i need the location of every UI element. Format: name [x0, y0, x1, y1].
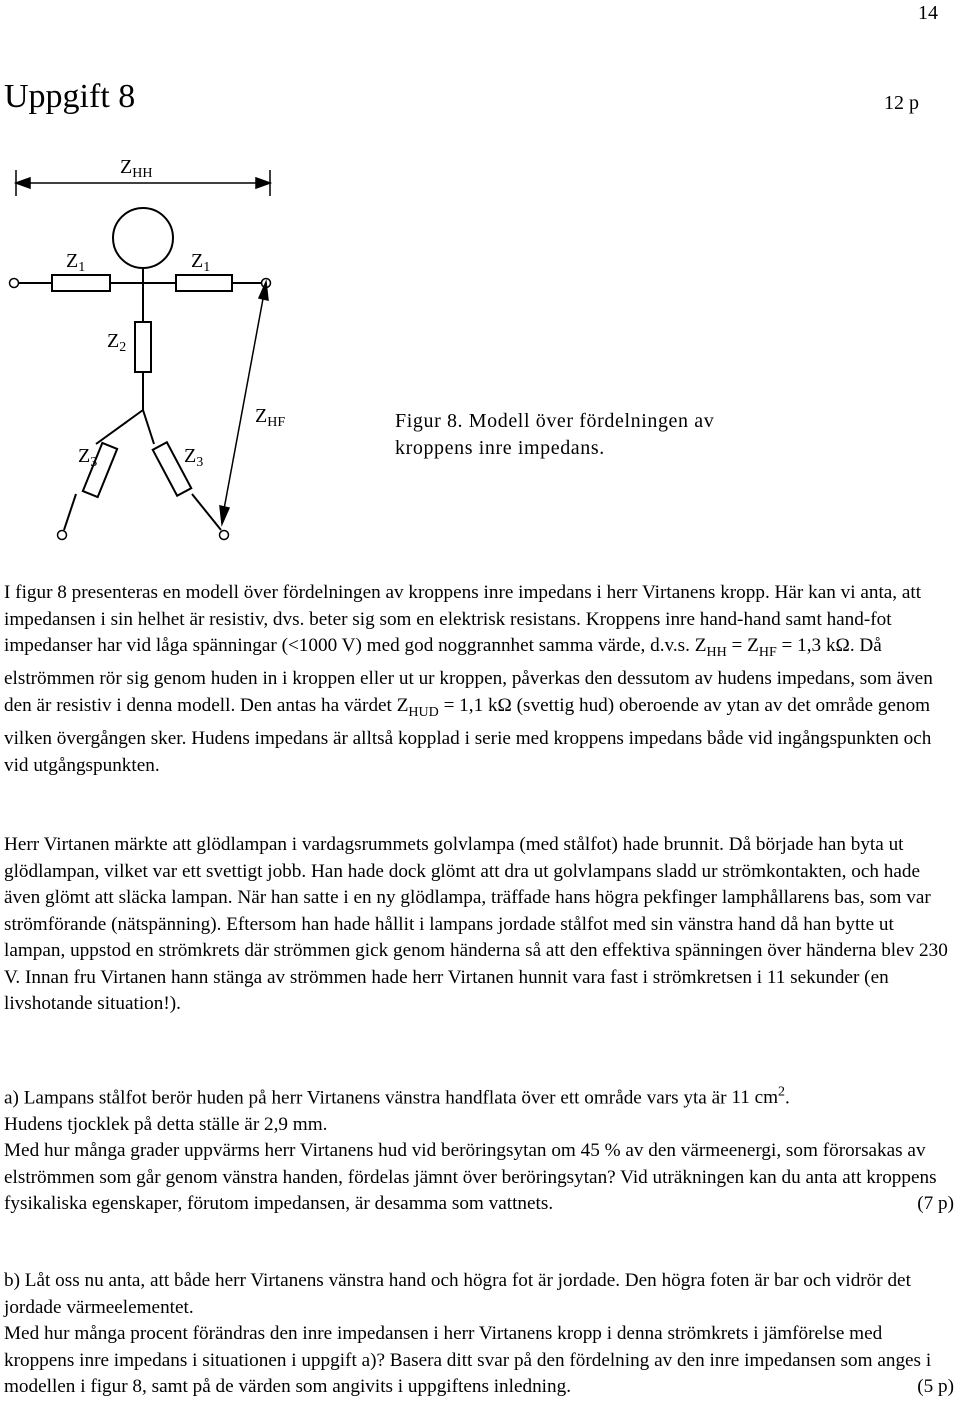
question-b-line1: b) Låt oss nu anta, att både herr Virtanens vänstra hand och högra fot är jordade. Den högra foten är bar och vidrör det jordade värmeelementet. [4, 1270, 911, 1318]
body-impedance-figure [0, 140, 960, 560]
question-a-line1: a) Lampans stålfot berör huden på herr Virtanens vänstra handflata över ett område vars yta är [4, 1087, 727, 1109]
equation-zhh-zhf: $Z_{HH} = Z_{HF} = 1,3$ kΩ [694, 635, 850, 660]
z1-left-label: $Z_1$ [66, 250, 86, 275]
torso-wires [18, 268, 263, 530]
question-b-body: Med hur många procent förändras den inre impedansen i herr Virtanens kropp i denna strömkrets i jämförelse med kroppens inre impedans i situationen i uppgift a)? Basera ditt svar på den fördelning av den inre impedansen som anges i modellen i figur 8, samt på de värden som angivits i uppgiftens inledning. [4, 1323, 932, 1397]
left-hand-terminal [10, 279, 19, 288]
z3-right-label: $Z_3$ [184, 445, 204, 470]
story-paragraph [4, 832, 954, 1018]
question-a-line2: Hudens tjocklek på detta ställe är 2,9 mm. [4, 1113, 328, 1135]
left-foot-terminal [58, 531, 67, 540]
figure-caption [395, 408, 714, 462]
task-title: Uppgift 8 [4, 78, 136, 115]
z3-left-label: $Z_3$ [78, 445, 98, 470]
zhf-arrow [220, 282, 268, 524]
caption-line-1: Figur 8. Modell över fördelningen av [395, 410, 715, 432]
question-b [4, 1268, 954, 1401]
z1-left-resistor [52, 275, 110, 291]
story-text: Herr Virtanen märkte att glödlampan i vardagsrummets golvlampa (med stålfot) hade brunnit. Då började han byta ut glödlampan, vilket var ett svettigt jobb. Han hade dock glömt att dra ut golvlampans sladd ur strömkontakten, och hade även glömt att släcka lampan. När han satte i en ny glödlampa, träffade hans högra pekfinger lamphållarens bas, som var strömförande (nätspänning). Eftersom han hade hållit i lampans jordade stålfot med sin vänstra hand då han bytte ut lampan, uppstod en strömkrets där strömmen gick genom händerna så att den effektiva spänningen över händerna blev 230 V. Innan fru Virtanen hann stänga av strömmen hade herr Virtanen hunnit vara fast i strömkretsen i 11 sekunder (en livshotande situation!). [4, 834, 948, 1014]
question-a-area: 11 $cm^2$ [731, 1085, 786, 1109]
z1-right-resistor [176, 275, 232, 291]
page-number: 14 [918, 2, 938, 24]
question-a-points: (7 p) [917, 1193, 954, 1215]
intro-text-a: I figur 8 presenteras en modell över fördelningen av kroppens inre impedans i herr Virtanens kropp. Här kan vi anta, att impedansen i sin helhet är resistiv, dvs. beter sig som en elektrisk resistans. Kroppens inre hand-hand samt hand-fot impedanser har vid låga spänningar (<1000 V) med god noggrannhet samma värde, d.v.s. [4, 582, 922, 656]
question-b-points: (5 p) [917, 1376, 954, 1397]
intro-paragraph [4, 580, 954, 779]
caption-line-2: kroppens inre impedans. [395, 437, 605, 459]
question-a-body: Med hur många grader uppvärms herr Virtanens hud vid beröringsytan om 45 % av den värmeenergi, som förorsakas av elströmmen som går genom vänstra handen, fördelas jämnt över beröringsytan? Vid uträkningen kan du anta att kroppens fysikaliska egenskaper, förutom impedansen, är desamma som vattnets. [4, 1140, 937, 1215]
z2-resistor [135, 322, 151, 372]
equation-zhud: $Z_{HUD} = 1,1$ kΩ [396, 694, 512, 720]
zhf-label: $Z_{HF}$ [255, 405, 286, 430]
intro-text-c: (svettig hud) oberoende av ytan av det område genom vilken övergången sker. Hudens impedans är alltså kopplad i serie med kroppens impedans både vid ingångspunkten och vid utgångspunkten. [4, 694, 932, 776]
intro-text-b: . Då elströmmen rör sig genom huden in i kroppen eller ut ur kroppen, påverkas den dessutom av hudens impedans, som även den är resistiv i denna modell. Den antas ha värdet [4, 635, 933, 716]
head-circle [113, 208, 173, 268]
zhh-label: $Z_{HH}$ [120, 156, 153, 181]
z1-right-label: $Z_1$ [191, 250, 211, 275]
task-points: 12 p [884, 92, 919, 114]
z2-label: $Z_2$ [107, 330, 127, 355]
question-a: a) Lampans stålfot berör huden på herr Virtanens vänstra handflata över ett område vars yta är 11 $cm^2$. Hudens tjocklek på detta ställe är 2,9 mm. Med hur många grader uppvärms herr Virtanens hud vid beröringsytan om 45 % av den värmeenergi, som förorsakas av elströmmen som går genom vänstra handen, fördelas jämnt över beröringsytan? Vid uträkningen kan du anta att kroppens fysikaliska egenskaper, förutom impedansen, är desamma som vattnets. (7 p) [4, 1080, 954, 1218]
right-foot-terminal [220, 531, 229, 540]
